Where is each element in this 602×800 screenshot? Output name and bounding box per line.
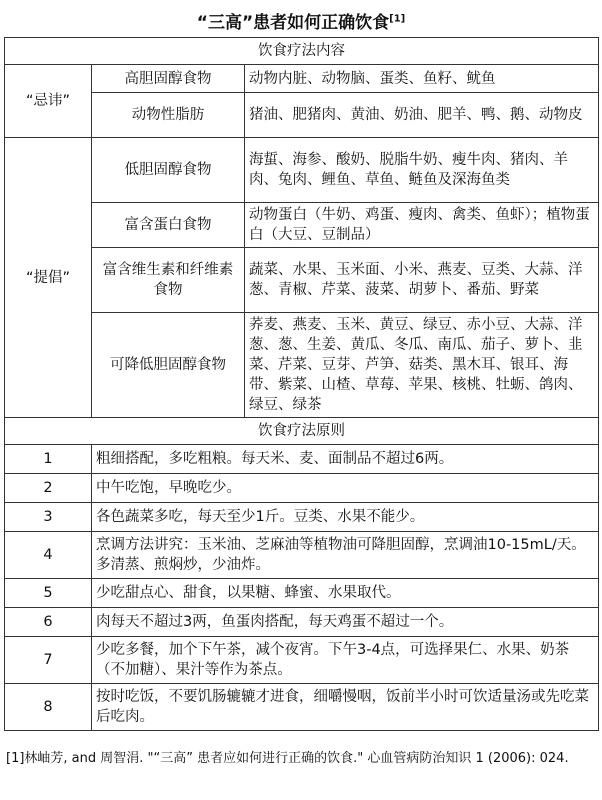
category-cell: 高胆固醇食物 (92, 65, 245, 93)
principle-text: 各色蔬菜多吃，每天至少1斤。豆类、水果不能少。 (92, 503, 599, 532)
table-row (5, 532, 599, 579)
principle-text: 肉每天不超过3两，鱼蛋肉搭配，每天鸡蛋不超过一个。 (92, 608, 599, 637)
category-cell: 低胆固醇食物 (92, 138, 245, 203)
table-row (5, 138, 599, 203)
principle-number: 7 (5, 637, 92, 684)
table-row (5, 313, 599, 418)
table-row (5, 684, 599, 731)
principle-number: 3 (5, 503, 92, 532)
category-cell: 动物性脂肪 (92, 93, 245, 138)
category-cell: 富含维生素和纤维素食物 (92, 248, 245, 313)
table-row (5, 637, 599, 684)
table-row (5, 503, 599, 532)
page-title: “三高”患者如何正确饮食[1] (196, 13, 406, 33)
foods-cell: 猪油、肥猪肉、黄油、奶油、肥羊、鸭、鹅、动物皮 (245, 93, 599, 138)
principles-header: 饮食疗法原则 (5, 418, 599, 445)
table-row (5, 93, 599, 138)
foods-cell: 蔬菜、水果、玉米面、小米、燕麦、豆类、大蒜、洋葱、青椒、芹菜、菠菜、胡萝卜、番茄、野菜 (245, 248, 599, 313)
principle-text: 少吃多餐，加个下午茶，减个夜宵。下午3-4点，可选择果仁、水果、奶茶（不加糖）、果汁等作为茶点。 (92, 637, 599, 684)
foods-cell: 海蜇、海参、酸奶、脱脂牛奶、瘦牛肉、猪肉、羊肉、兔肉、鲤鱼、草鱼、鲢鱼及深海鱼类 (245, 138, 599, 203)
content-header-row (5, 38, 599, 65)
table-row (5, 445, 599, 474)
table-row (5, 579, 599, 608)
principle-text: 中午吃饱，早晚吃少。 (92, 474, 599, 503)
footnote-citation: [1]林岫芳, and 周智涓. "“三高” 患者应如何进行正确的饮食." 心血管病防治知识 1 (2006): 024. (6, 751, 569, 766)
diet-table (4, 37, 599, 731)
category-cell: 富含蛋白食物 (92, 203, 245, 248)
principle-number: 2 (5, 474, 92, 503)
principle-number: 4 (5, 532, 92, 579)
foods-cell: 荞麦、燕麦、玉米、黄豆、绿豆、赤小豆、大蒜、洋葱、葱、生姜、黄瓜、冬瓜、南瓜、茄子、萝卜、韭菜、芹菜、豆芽、芦笋、菇类、黑木耳、银耳、海带、紫菜、山楂、草莓、苹果、核桃、牡蛎、鸽肉、绿豆、绿茶 (245, 313, 599, 418)
group-label-recommend: “提倡” (5, 138, 92, 418)
principle-text: 少吃甜点心、甜食，以果糖、蜂蜜、水果取代。 (92, 579, 599, 608)
content-header: 饮食疗法内容 (5, 38, 599, 65)
table-row (5, 65, 599, 93)
principle-text: 烹调方法讲究：玉米油、芝麻油等植物油可降胆固醇，烹调油10-15mL/天。多清蒸、煎焖炒，少油炸。 (92, 532, 599, 579)
foods-cell: 动物内脏、动物脑、蛋类、鱼籽、鱿鱼 (245, 65, 599, 93)
principle-number: 6 (5, 608, 92, 637)
title-reference: [1] (389, 13, 406, 25)
table-row (5, 608, 599, 637)
principle-text: 粗细搭配，多吃粗粮。每天米、麦、面制品不超过6两。 (92, 445, 599, 474)
table-row (5, 474, 599, 503)
category-cell: 可降低胆固醇食物 (92, 313, 245, 418)
table-row (5, 203, 599, 248)
table-row (5, 248, 599, 313)
foods-cell: 动物蛋白（牛奶、鸡蛋、瘦肉、禽类、鱼虾）；植物蛋白（大豆、豆制品） (245, 203, 599, 248)
principle-number: 1 (5, 445, 92, 474)
principle-text: 按时吃饭，不要饥肠辘辘才进食，细嚼慢咽，饭前半小时可饮适量汤或先吃菜后吃肉。 (92, 684, 599, 731)
principle-number: 8 (5, 684, 92, 731)
principle-number: 5 (5, 579, 92, 608)
group-label-avoid: “忌讳” (5, 65, 92, 138)
principles-header-row (5, 418, 599, 445)
